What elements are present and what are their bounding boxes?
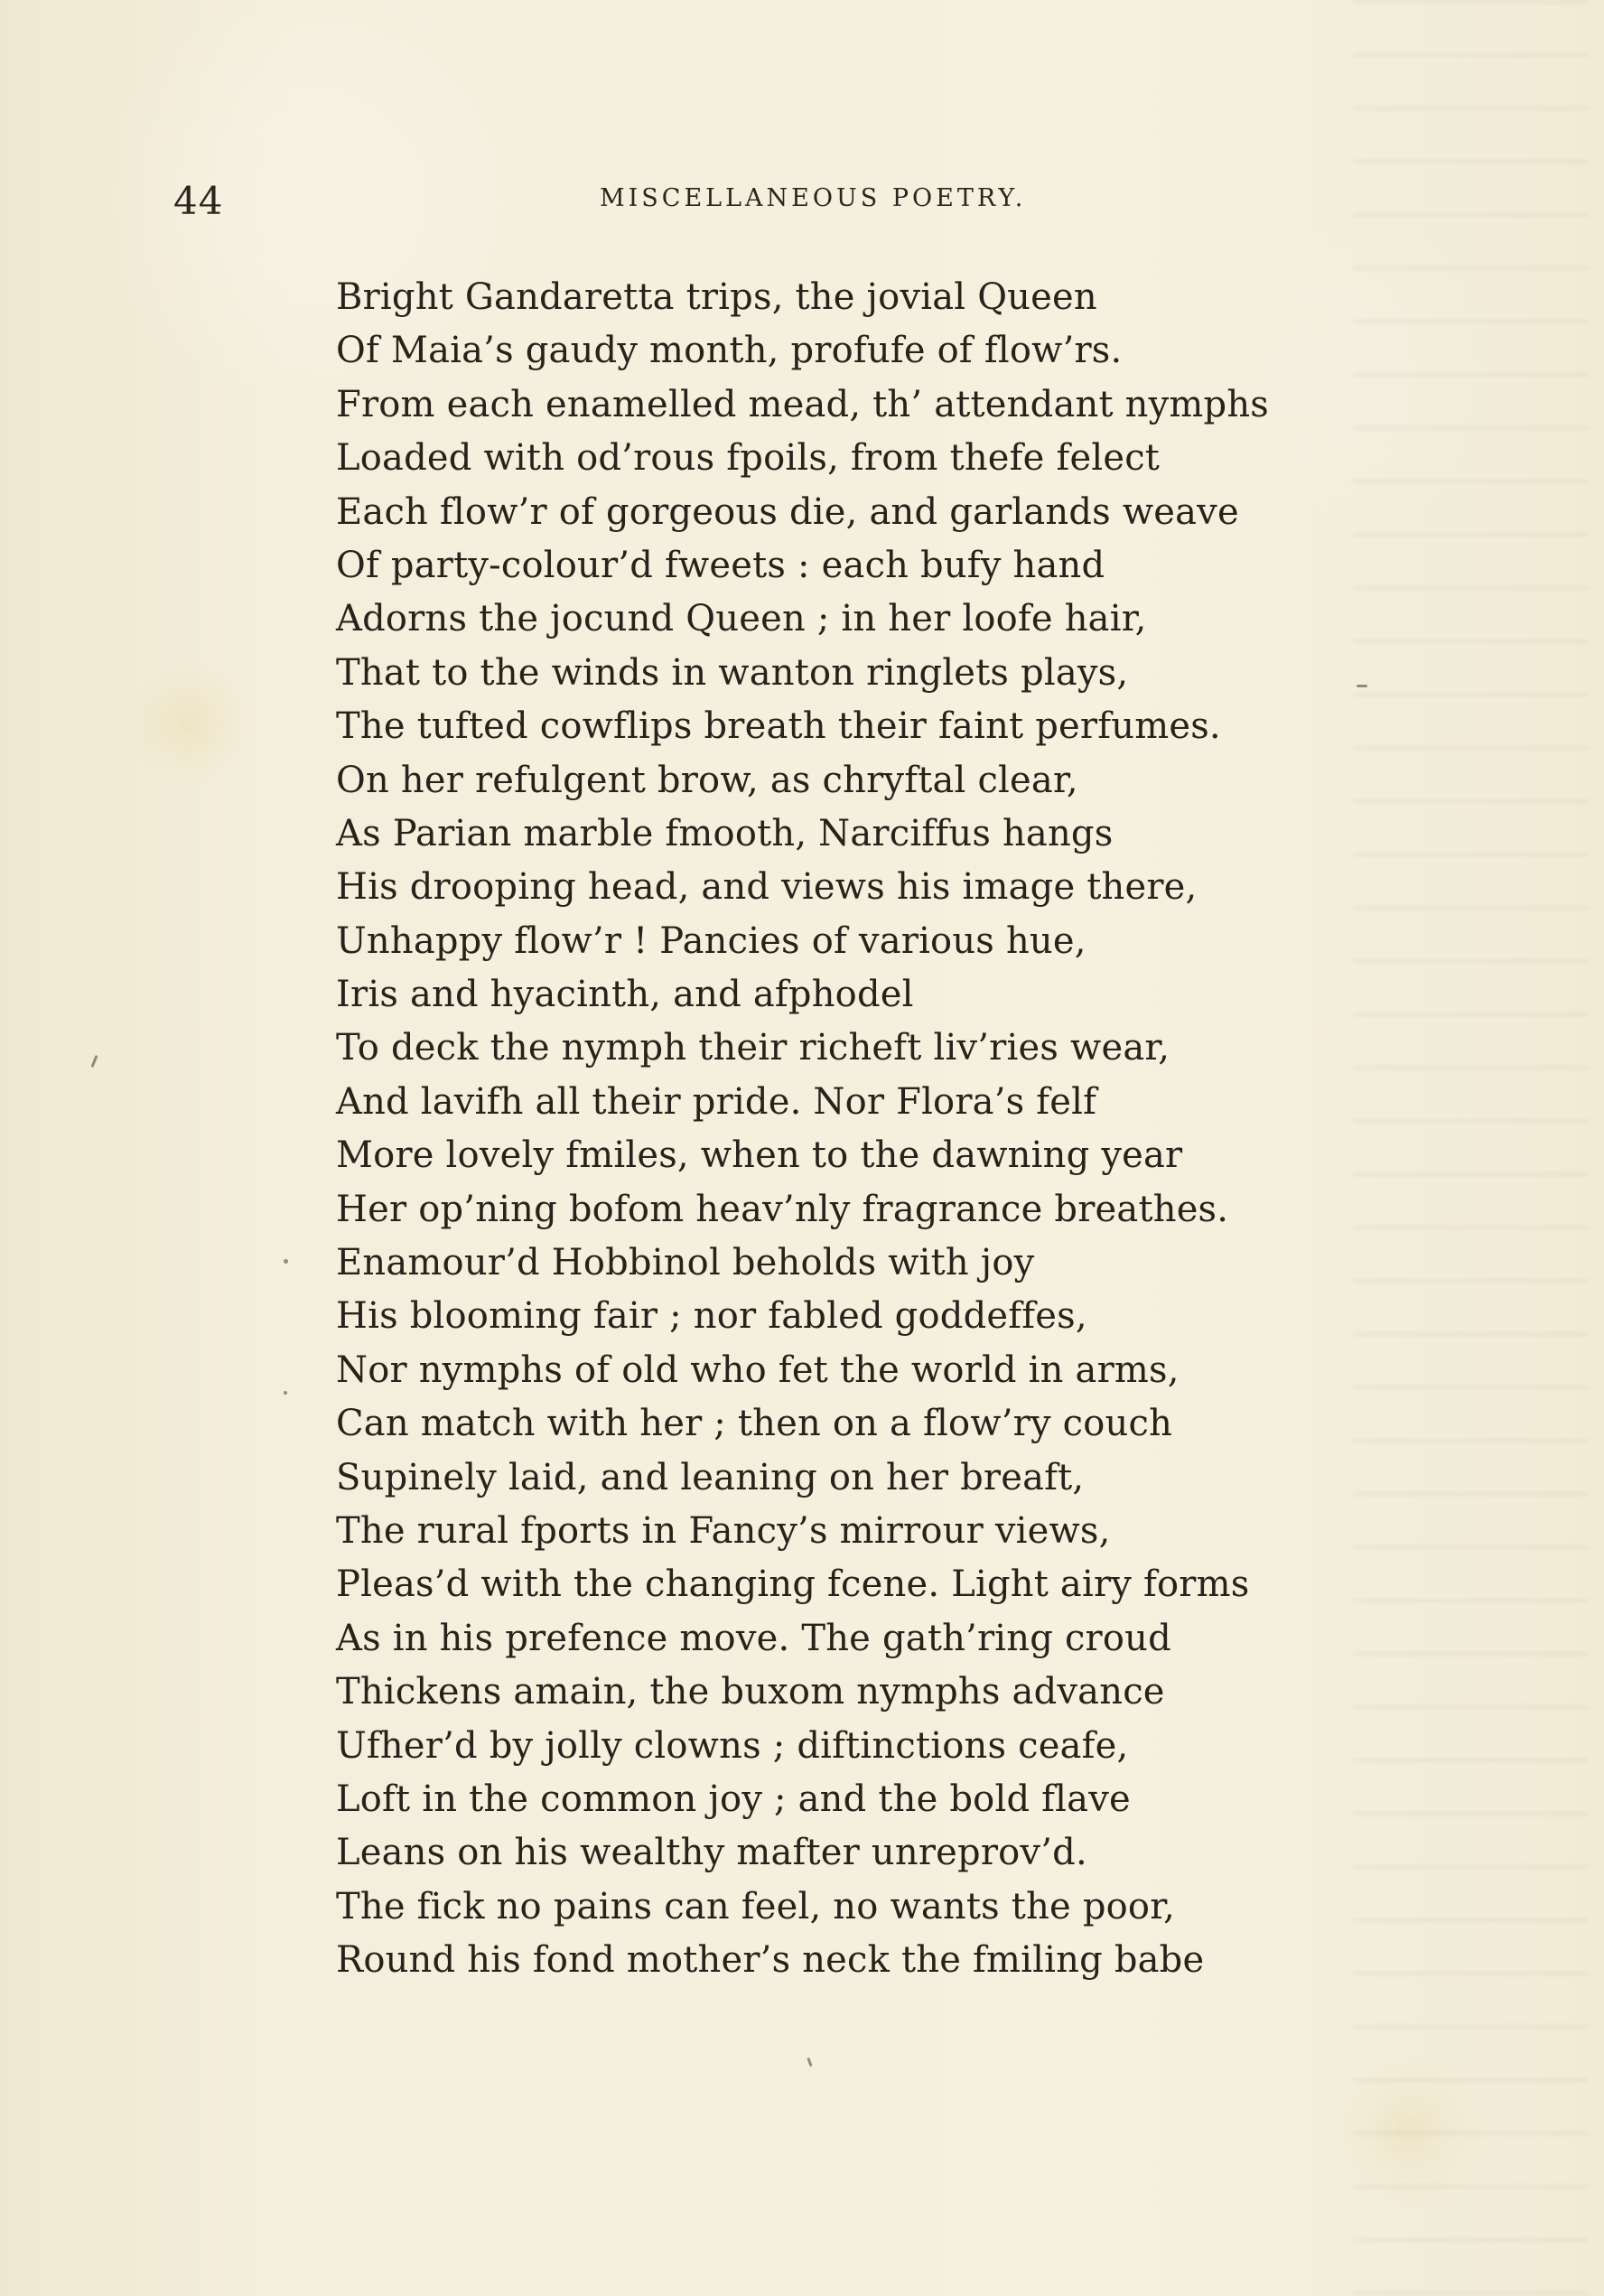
poem-line: The fick no pains can feel, no wants the poor, <box>336 1885 1176 1927</box>
poem-line: Nor nymphs of old who fet the world in arms, <box>336 1349 1180 1391</box>
poem-text <box>336 271 1275 1988</box>
poem-line: Can match with her ; then on a flow’ry couch <box>336 1403 1173 1445</box>
show-through-text <box>1353 0 1588 2296</box>
running-head: MISCELLANEOUS POETRY. <box>600 184 1027 212</box>
poem-line: Loaded with od’rous fpoils, from thefe felect <box>336 437 1161 480</box>
poem-line: Pleas’d with the changing fcene. Light airy forms <box>336 1563 1250 1606</box>
poem-line: The tufted cowflips breath their faint perfumes. <box>336 705 1221 748</box>
poem-line: Of Maia’s gaudy month, profufe of flow’rs. <box>336 330 1123 372</box>
poem-line: Loft in the common joy ; and the bold flave <box>336 1778 1131 1820</box>
ink-speck <box>284 1391 287 1395</box>
ink-speck <box>807 2058 812 2067</box>
poem-line: Ufher’d by jolly clowns ; diftinctions ceafe, <box>336 1724 1129 1767</box>
poem-line: As in his prefence move. The gath’ring croud <box>336 1617 1171 1659</box>
poem-line: On her refulgent brow, as chryftal clear, <box>336 759 1078 801</box>
poem-line: Adorns the jocund Queen ; in her loofe hair, <box>336 598 1147 640</box>
poem-line: To deck the nymph their richeft liv’ries wear, <box>336 1027 1170 1069</box>
poem-line: Of party-colour’d fweets : each bufy hand <box>336 544 1105 586</box>
poem-line: Each flow’r of gorgeous die, and garlands weave <box>336 490 1239 533</box>
poem-line: His blooming fair ; nor fabled goddeffes, <box>336 1295 1087 1338</box>
poem-line: Enamour’d Hobbinol beholds with joy <box>336 1242 1035 1284</box>
poem-line: As Parian marble fmooth, Narciffus hangs <box>336 812 1114 854</box>
poem-line: Her op’ning bofom heav’nly fragrance breathes. <box>336 1188 1229 1230</box>
ink-speck <box>284 1259 288 1264</box>
poem-line: The rural fports in Fancy’s mirrour views, <box>336 1509 1111 1552</box>
poem-line: That to the winds in wanton ringlets plays, <box>336 651 1129 694</box>
poem-line: Unhappy flow’r ! Pancies of various hue, <box>336 919 1086 962</box>
poem-line: Leans on his wealthy mafter unreprov’d. <box>336 1832 1087 1874</box>
poem-line: From each enamelled mead, th’ attendant nymphs <box>336 383 1270 425</box>
page-number: 44 <box>173 179 224 223</box>
poem-line: Bright Gandaretta trips, the jovial Queen <box>336 276 1097 318</box>
poem-line: Iris and hyacinth, and afphodel <box>336 974 914 1016</box>
poem-line: His drooping head, and views his image there, <box>336 866 1198 909</box>
poem-line: Round his fond mother’s neck the fmiling babe <box>336 1939 1205 1982</box>
ink-speck <box>1357 685 1367 687</box>
poem-line: Supinely laid, and leaning on her breaft, <box>336 1456 1085 1498</box>
poem-line: And lavifh all their pride. Nor Flora’s felf <box>336 1080 1097 1123</box>
ink-speck <box>90 1055 98 1068</box>
poem-line: More lovely fmiles, when to the dawning year <box>336 1134 1183 1177</box>
poem-line: Thickens amain, the buxom nymphs advance <box>336 1671 1165 1713</box>
